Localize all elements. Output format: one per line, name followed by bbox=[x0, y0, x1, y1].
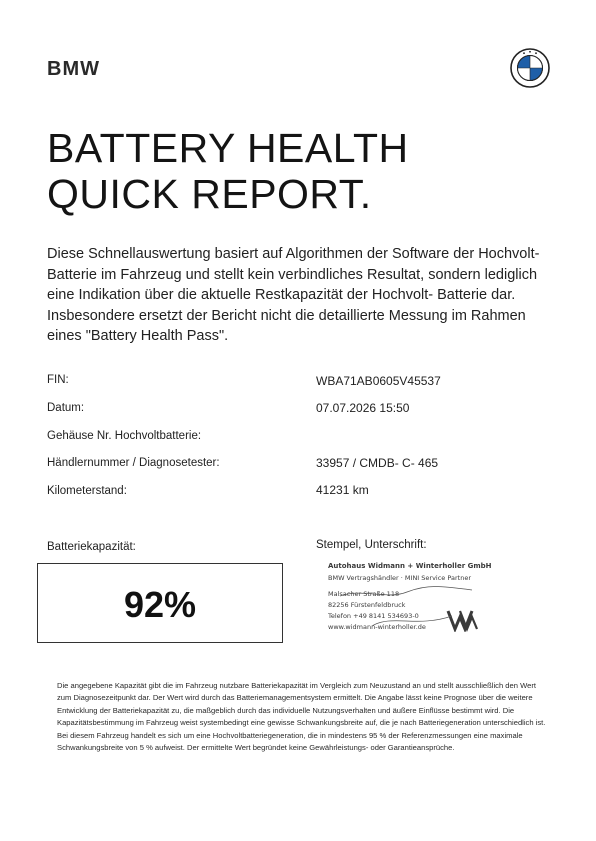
report-title-line-1: BATTERY HEALTH bbox=[47, 125, 409, 171]
report-title-line-2: QUICK REPORT. bbox=[47, 171, 372, 217]
intro-text: Diese Schnellauswertung basiert auf Algorithmen der Software der Hochvolt- Batterie im Fahrzeug und stellt kein verbindliches Resultat, sondern lediglich eine Indikation über die aktuelle Restkapazität der Hochvolt- Batterie dar. Insbesondere ersetzt der Bericht nicht die detaillierte Messung im Rahmen eines "Battery Health Pass". bbox=[47, 246, 540, 344]
stamp-label: Stempel, Unterschrift: bbox=[316, 539, 427, 551]
disclaimer-text: Die angegebene Kapazität gibt die im Fahrzeug nutzbare Batteriekapazität im Vergleich zum Neuzustand an und stellt ausschließlich den Wert zum Diagnosezeitpunkt dar. Der Wert wird durch das Batteriemanagementsystem ermittelt. Die Angabe lässt keine Prognose über die weitere Entwicklung der Batteriekapazität zu, die maßgeblich durch das individuelle Nutzungsverhalten und äußere Einflüsse bestimmt wird. Die Kapazitätsbestimmung im Fahrzeug weist systembedingt eine gewisse Schwankungsbreite auf, die je nach Batteriegeneration unterschiedlich ist. Bei diesem Fahrzeug handelt es sich um eine Hochvoltbatteriegeneration, die in mindestens 95 % der Referenzmessungen eine maximale Schwankungsbreite von 5 % aufweist. Der ermittelte Wert begründet keine Gewährleistungs- oder Garantieansprüche. bbox=[57, 681, 546, 753]
stamp-line-company: Autohaus Widmann + Winterholler GmbH bbox=[328, 562, 492, 570]
mileage-value: 41231 km bbox=[316, 483, 369, 497]
stamp-line-web: www.widmann-winterholler.de bbox=[328, 623, 426, 631]
date-value: 07.07.2026 15:50 bbox=[316, 401, 410, 415]
bmw-roundel-logo bbox=[510, 48, 550, 88]
capacity-label: Batteriekapazität: bbox=[47, 541, 136, 553]
stamp-line-phone: Telefon +49 8141 534693-0 bbox=[328, 612, 419, 620]
date-label: Datum: bbox=[47, 402, 85, 414]
stamp-line-street: Malsacher Straße 118 bbox=[328, 590, 400, 598]
stamp-line-city: 82256 Fürstenfeldbruck bbox=[328, 601, 406, 609]
fin-value: WBA71AB0605V45537 bbox=[316, 374, 441, 388]
dealer-number-label: Händlernummer / Diagnosetester: bbox=[47, 457, 220, 469]
dealer-number-value: 33957 / CMDB- C- 465 bbox=[316, 456, 439, 470]
dealer-stamp bbox=[328, 560, 492, 642]
battery-housing-label: Gehäuse Nr. Hochvoltbatterie: bbox=[47, 430, 202, 442]
report-title bbox=[47, 125, 409, 217]
capacity-value: 92% bbox=[123, 584, 197, 625]
mileage-label: Kilometerstand: bbox=[47, 485, 127, 497]
fin-label: FIN: bbox=[47, 374, 69, 386]
stamp-line-partner: BMW Vertragshändler · MINI Service Partner bbox=[328, 574, 471, 582]
brand-wordmark: BMW bbox=[47, 58, 100, 80]
signature-icon bbox=[332, 566, 482, 636]
